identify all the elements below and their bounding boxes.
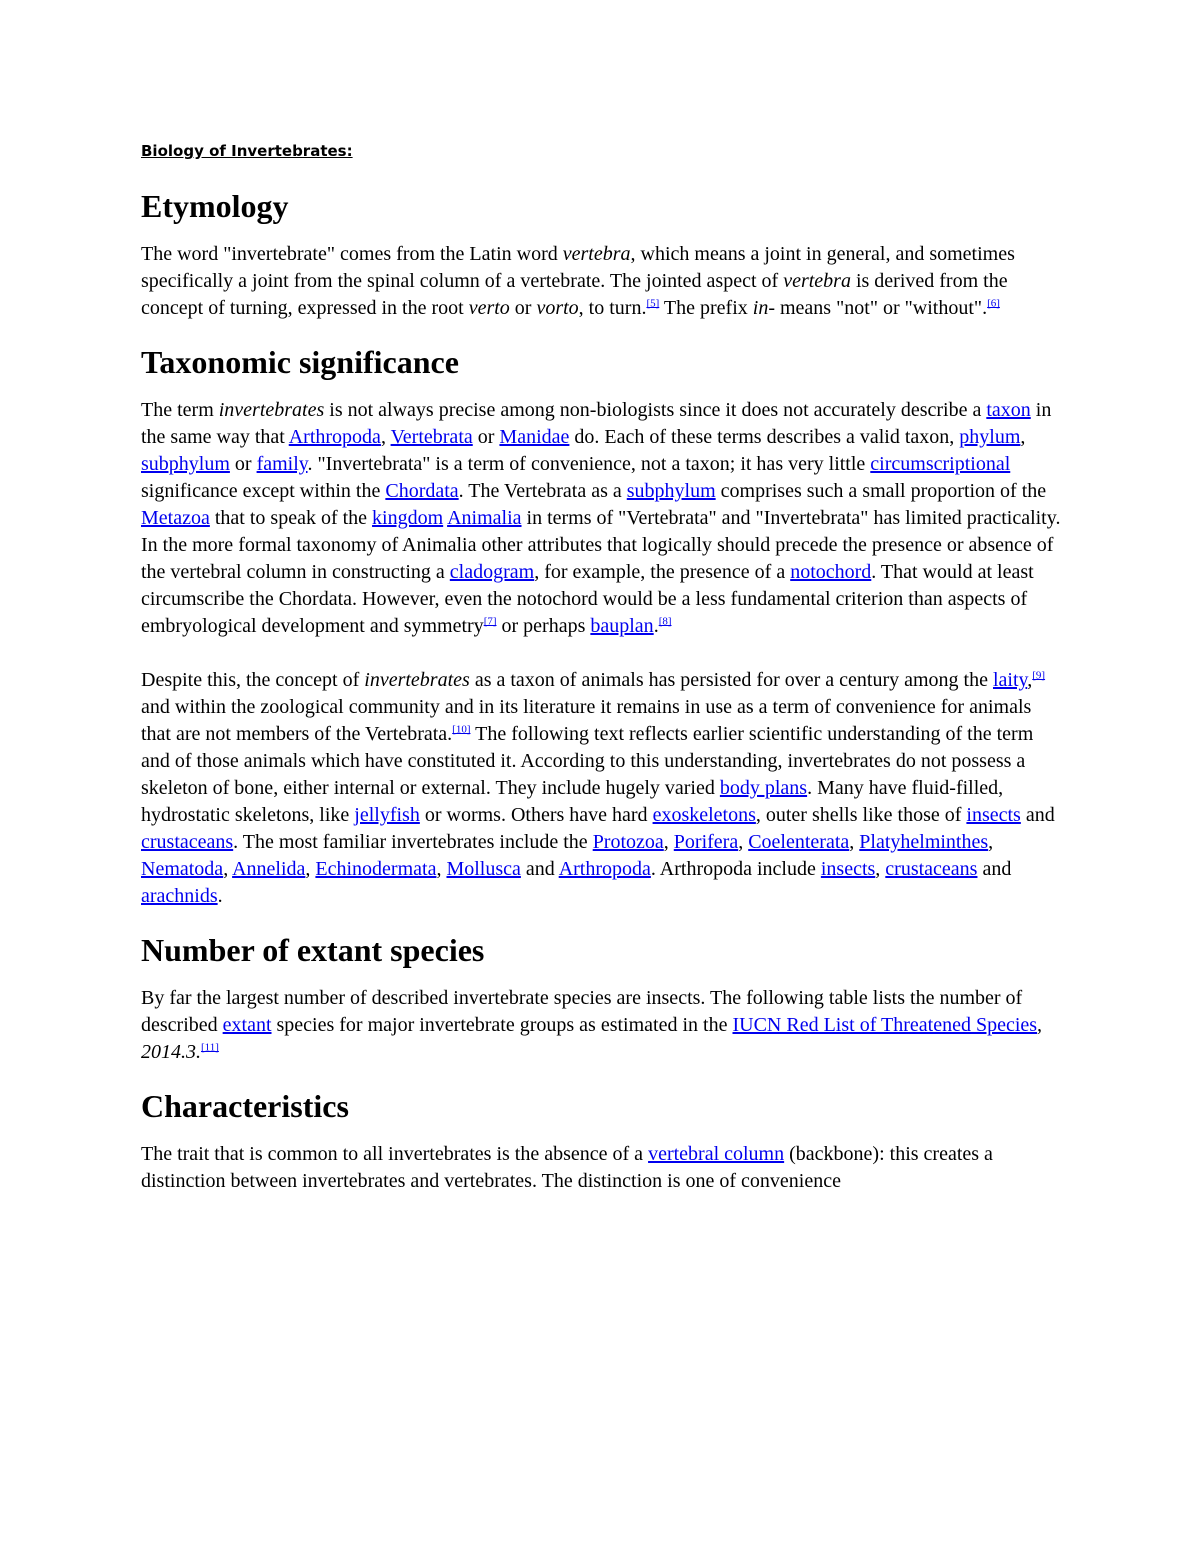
text-run: . Arthropoda include — [650, 858, 821, 880]
link-notochord[interactable]: notochord — [790, 561, 872, 583]
citation — [646, 297, 659, 309]
link-taxon[interactable]: taxon — [986, 399, 1031, 421]
text-run: and — [1020, 804, 1055, 826]
link-body-plans[interactable]: body plans — [719, 777, 808, 799]
link-kingdom[interactable]: kingdom — [372, 507, 444, 529]
text-run: , — [663, 831, 674, 853]
citation — [484, 615, 497, 627]
italic-text: verto — [468, 297, 510, 319]
link-manidae[interactable]: Manidae — [499, 426, 570, 448]
italic-text: invertebrates — [364, 669, 470, 691]
link-iucn-red-list-of-threatened-species[interactable]: IUCN Red List of Threatened Species — [732, 1014, 1038, 1036]
text-run: is derived from the concept of turning, expressed in the root — [141, 270, 1008, 319]
citation-link[interactable]: [8] — [658, 615, 672, 628]
text-run: , for example, the presence of a — [534, 561, 791, 583]
link-vertebrata[interactable]: Vertebrata — [390, 426, 473, 448]
link-arthropoda[interactable]: Arthropoda — [558, 858, 651, 880]
section-taxonomic-significance — [141, 342, 1066, 910]
citation — [987, 297, 1000, 309]
text-run: species for major invertebrate groups as estimated in the — [271, 1014, 733, 1036]
paragraph — [141, 397, 1066, 640]
link-metazoa[interactable]: Metazoa — [141, 507, 210, 529]
link-mollusca[interactable]: Mollusca — [446, 858, 521, 880]
link-family[interactable]: family — [256, 453, 308, 475]
text-run: or worms. Others have hard — [419, 804, 653, 826]
text-run: , — [875, 858, 886, 880]
section-heading: Number of extant species — [141, 932, 485, 968]
italic-text: vorto — [536, 297, 579, 319]
citation-link[interactable]: [10] — [452, 723, 471, 736]
link-extant[interactable]: extant — [222, 1014, 272, 1036]
text-run: , — [988, 831, 994, 853]
italic-text: vertebra — [562, 243, 631, 265]
text-run: significance except within the — [141, 480, 386, 502]
italic-text: in- — [752, 297, 775, 319]
link-nematoda[interactable]: Nematoda — [141, 858, 224, 880]
document-title: Biology of Invertebrates: — [141, 142, 353, 160]
link-protozoa[interactable]: Protozoa — [592, 831, 664, 853]
text-run: . — [653, 615, 659, 637]
section-etymology — [141, 186, 1066, 322]
citation-link[interactable]: [9] — [1032, 669, 1046, 682]
document-body — [141, 186, 1066, 1195]
text-run: and within the zoological community and in its literature it remains in use as a term of convenience for animals that are not members of the Vertebrata. — [141, 696, 1032, 745]
citation-link[interactable]: [6] — [987, 297, 1000, 310]
link-insects[interactable]: insects — [966, 804, 1021, 826]
text-run: , — [1027, 669, 1033, 691]
link-annelida[interactable]: Annelida — [232, 858, 306, 880]
italic-text: vertebra — [783, 270, 851, 292]
link-circumscriptional[interactable]: circumscriptional — [870, 453, 1011, 475]
link-crustaceans[interactable]: crustaceans — [885, 858, 978, 880]
text-run: . — [217, 885, 223, 907]
text-run: or — [472, 426, 500, 448]
text-run: (backbone): this creates a distinction between invertebrates and vertebrates. The distinction is one of convenience — [141, 1143, 993, 1192]
text-run: is not always precise among non-biologists since it does not accurately describe a — [324, 399, 987, 421]
citation-link[interactable]: [5] — [646, 297, 660, 310]
text-run: . The most familiar invertebrates include the — [233, 831, 593, 853]
text-run: , to turn. — [578, 297, 647, 319]
text-run: , — [436, 858, 447, 880]
section-number-of-extant-species — [141, 930, 1066, 1066]
link-vertebral-column[interactable]: vertebral column — [648, 1143, 785, 1165]
text-run: in terms of "Vertebrata" and "Invertebrata" has limited practicality. In the more formal taxonomy of Animalia other attributes that logically should precede the presence or absence of the vertebral column in constructing a — [141, 507, 1061, 583]
text-run: , — [305, 858, 316, 880]
text-run: , — [849, 831, 860, 853]
text-run: or — [509, 297, 537, 319]
section-characteristics — [141, 1086, 1066, 1195]
document-page — [141, 140, 1066, 1215]
link-bauplan[interactable]: bauplan — [590, 615, 654, 637]
link-chordata[interactable]: Chordata — [385, 480, 459, 502]
paragraph — [141, 985, 1066, 1066]
citation — [452, 723, 470, 735]
citation — [1032, 669, 1045, 681]
link-exoskeletons[interactable]: exoskeletons — [652, 804, 756, 826]
text-run: The trait that is common to all invertebrates is the absence of a — [141, 1143, 649, 1165]
text-run: . The Vertebrata as a — [458, 480, 627, 502]
text-run: , — [223, 858, 233, 880]
text-run: comprises such a small proportion of the — [715, 480, 1047, 502]
link-porifera[interactable]: Porifera — [673, 831, 739, 853]
text-run: and — [520, 858, 559, 880]
text-run: By far the largest number of described invertebrate species are insects. The following table lists the number of described — [141, 987, 1023, 1036]
text-run: , — [1020, 426, 1026, 448]
link-jellyfish[interactable]: jellyfish — [354, 804, 420, 826]
text-run: . Many have fluid-filled, hydrostatic skeletons, like — [141, 777, 1004, 826]
section-heading: Characteristics — [141, 1088, 349, 1124]
link-phylum[interactable]: phylum — [959, 426, 1021, 448]
text-run: and — [977, 858, 1012, 880]
text-run: . "Invertebrata" is a term of convenience, not a taxon; it has very little — [307, 453, 871, 475]
section-heading: Etymology — [141, 188, 289, 224]
link-coelenterata[interactable]: Coelenterata — [748, 831, 850, 853]
citation-link[interactable]: [11] — [201, 1041, 219, 1054]
text-run: . That would at least circumscribe the Chordata. However, even the notochord would be a less fundamental criterion than aspects of embryological development and symmetry — [141, 561, 1034, 637]
paragraph — [141, 241, 1066, 322]
text-run: The word "invertebrate" comes from the Latin word — [141, 243, 563, 265]
text-run: do. Each of these terms describes a valid taxon, — [569, 426, 960, 448]
citation-link[interactable]: [7] — [483, 615, 497, 628]
citation — [659, 615, 672, 627]
link-subphylum[interactable]: subphylum — [141, 453, 230, 475]
link-arachnids[interactable]: arachnids — [141, 885, 218, 907]
citation — [201, 1041, 219, 1053]
italic-text: invertebrates — [218, 399, 325, 421]
text-run: , — [738, 831, 749, 853]
text-run: The prefix — [659, 297, 753, 319]
text-run: The term — [141, 399, 219, 421]
link-animalia[interactable]: Animalia — [447, 507, 522, 529]
text-run: Despite this, the concept of — [141, 669, 365, 691]
link-laity[interactable]: laity — [992, 669, 1028, 691]
text-run: , which means a joint in general, and sometimes specifically a joint from the spinal column of a vertebrate. The jointed aspect of — [141, 243, 1015, 292]
text-run: , outer shells like those of — [755, 804, 967, 826]
link-platyhelminthes[interactable]: Platyhelminthes — [859, 831, 989, 853]
italic-text: , 2014.3. — [141, 1014, 1043, 1063]
text-run: in the same way that — [141, 399, 1052, 448]
text-run: that to speak of the — [209, 507, 373, 529]
link-echinodermata[interactable]: Echinodermata — [315, 858, 437, 880]
link-crustaceans[interactable]: crustaceans — [141, 831, 234, 853]
text-run: as a taxon of animals has persisted for over a century among the — [469, 669, 993, 691]
text-run: means "not" or "without". — [775, 297, 988, 319]
text-run: or — [229, 453, 257, 475]
paragraph — [141, 667, 1066, 910]
link-subphylum[interactable]: subphylum — [626, 480, 716, 502]
section-heading: Taxonomic significance — [141, 344, 459, 380]
text-run: The following text reflects earlier scientific understanding of the term and of those animals which have constituted it. According to this understanding, invertebrates do not possess a skeleton of bone, either internal or external. They include hugely varied — [141, 723, 1034, 799]
paragraph — [141, 1141, 1066, 1195]
link-arthropoda[interactable]: Arthropoda — [288, 426, 381, 448]
link-insects[interactable]: insects — [820, 858, 876, 880]
text-run: or perhaps — [496, 615, 591, 637]
text-run: , — [380, 426, 391, 448]
link-cladogram[interactable]: cladogram — [449, 561, 535, 583]
